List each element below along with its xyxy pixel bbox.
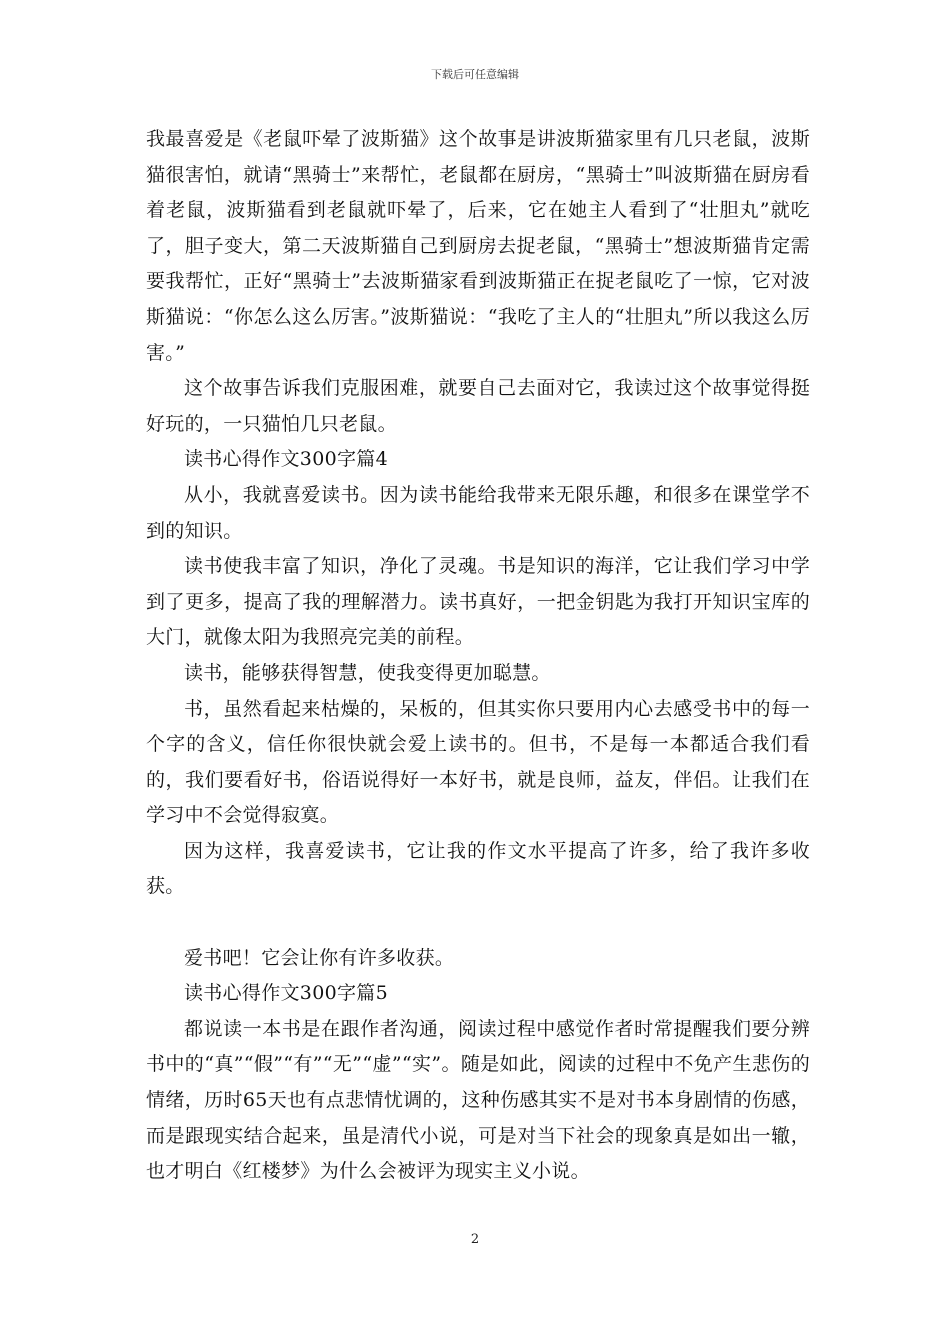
paragraph-wisdom: 读书，能够获得智慧，使我变得更加聪慧。	[184, 661, 551, 684]
section-heading-5: 读书心得作文300字篇5	[184, 982, 388, 1005]
section-heading-4: 读书心得作文300字篇4	[184, 448, 388, 471]
document-body	[146, 122, 810, 1190]
paragraph-childhood: 从小，我就喜爱读书。因为读书能给我带来无限乐趣，和很多在课堂学不到的知识。	[146, 483, 810, 542]
page-header: 下载后可任意编辑	[431, 68, 519, 81]
paragraph-red-mansions: 都说读一本书是在跟作者沟通，阅读过程中感觉作者时常提醒我们要分辨书中的“真”“假”“有”“无”“虚”“实”。随是如此，阅读的过程中不免产生悲伤的情绪，历时65天也有点悲情忧调的，这种伤感其实不是对书本身剧情的伤感，而是跟现实结合起来，虽是清代小说，可是对当下社会的现象真是如出一辙，也才明白《红楼梦》为什么会被评为现实主义小说。	[146, 1017, 810, 1183]
paragraph-harvest: 因为这样，我喜爱读书，它让我的作文水平提高了许多，给了我许多收获。	[146, 839, 810, 898]
paragraph-story: 我最喜爱是《老鼠吓晕了波斯猫》这个故事是讲波斯猫家里有几只老鼠，波斯猫很害怕，就请“黑骑士”来帮忙，老鼠都在厨房，“黑骑士”叫波斯猫在厨房看着老鼠，波斯猫看到老鼠就吓晕了，后来，它在她主人看到了“壮胆丸”就吃了，胆子变大，第二天波斯猫自己到厨房去捉老鼠，“黑骑士”想波斯猫肯定需要我帮忙，正好“黑骑士”去波斯猫家看到波斯猫正在捉老鼠吃了一惊，它对波斯猫说：“你怎么这么厉害。”波斯猫说：“我吃了主人的“壮胆丸”所以我这么厉害。”	[146, 128, 810, 364]
paragraph-knowledge: 读书使我丰富了知识，净化了灵魂。书是知识的海洋，它让我们学习中学到了更多，提高了我的理解潜力。读书真好，一把金钥匙为我打开知识宝库的大门，就像太阳为我照亮完美的前程。	[146, 555, 810, 649]
paragraph-love-books: 爱书吧！它会让你有许多收获。	[184, 946, 455, 969]
blank-line	[146, 905, 810, 941]
page-number: 2	[470, 1232, 480, 1247]
paragraph-lesson: 这个故事告诉我们克服困难，就要自己去面对它，我读过这个故事觉得挺好玩的，一只猫怕几只老鼠。	[146, 377, 810, 435]
paragraph-good-books: 书，虽然看起来枯燥的，呆板的，但其实你只要用内心去感受书中的每一个字的含义，信任你很快就会爱上读书的。但书，不是每一本都适合我们看的，我们要看好书，俗语说得好一本好书，就是良师，益友，伴侣。让我们在学习中不会觉得寂寞。	[146, 697, 810, 827]
